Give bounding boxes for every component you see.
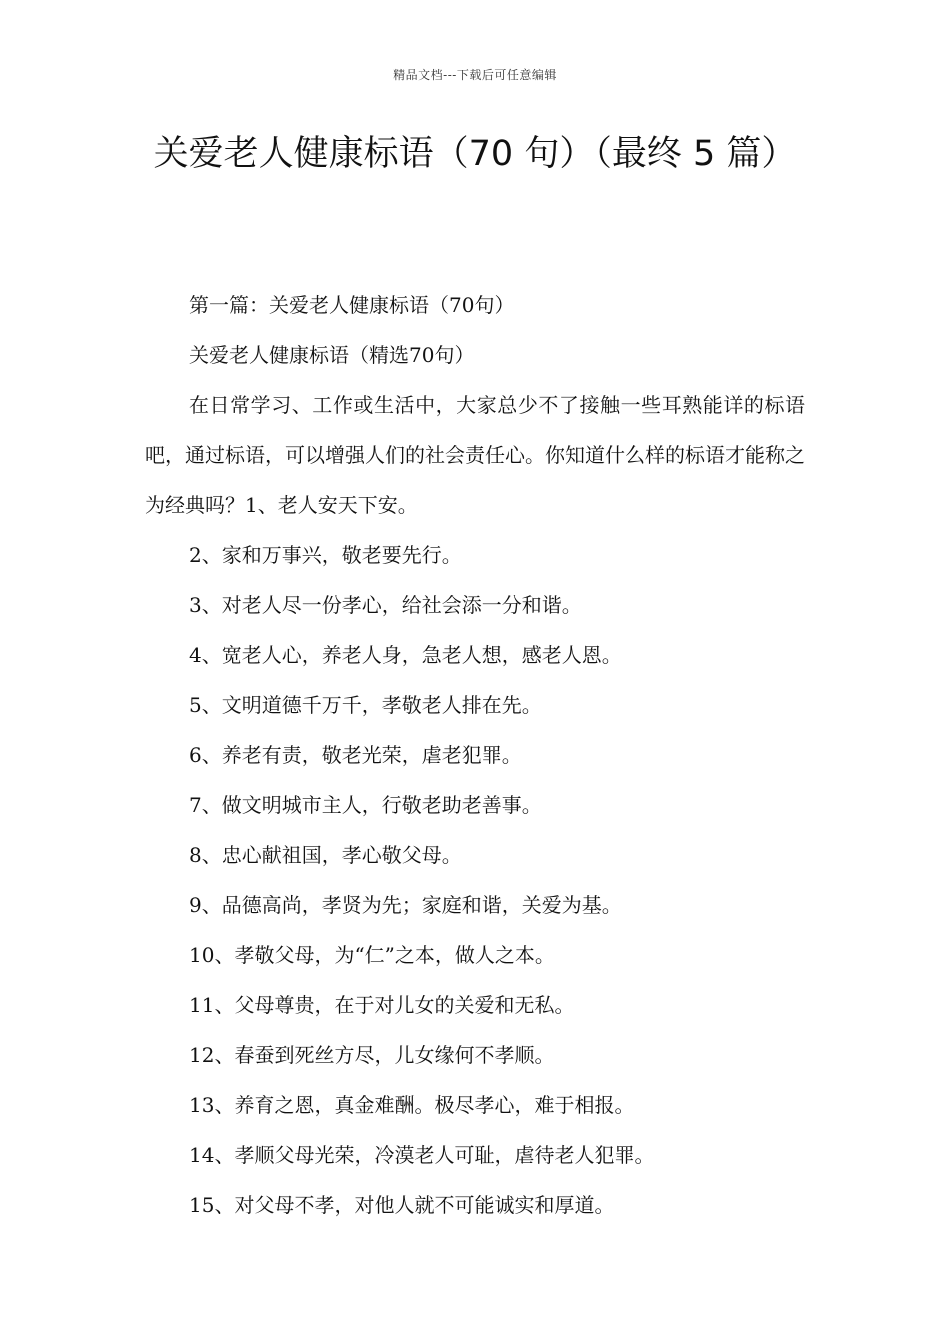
- slogan-item: 15、对父母不孝，对他人就不可能诚实和厚道。: [189, 1193, 615, 1217]
- slogan-item: 6、养老有责，敬老光荣，虐老犯罪。: [189, 743, 522, 767]
- paragraph-section-heading: 第一篇：关爱老人健康标语（70句）: [189, 293, 515, 317]
- header-note: 精品文档---下载后可任意编辑: [393, 68, 557, 82]
- slogan-item: 8、忠心献祖国，孝心敬父母。: [189, 843, 462, 867]
- slogan-item: 3、对老人尽一份孝心，给社会添一分和谐。: [189, 593, 582, 617]
- document-body: [145, 280, 805, 1230]
- slogan-item: 13、养育之恩，真金难酬。极尽孝心，难于相报。: [189, 1093, 635, 1117]
- slogan-item: 14、孝顺父母光荣，冷漠老人可耻，虐待老人犯罪。: [189, 1143, 655, 1167]
- slogan-item: 4、宽老人心，养老人身，急老人想，感老人恩。: [189, 643, 622, 667]
- slogan-item: 2、家和万事兴，敬老要先行。: [189, 543, 462, 567]
- slogan-item: 5、文明道德千万千，孝敬老人排在先。: [189, 693, 542, 717]
- slogan-item: 7、做文明城市主人，行敬老助老善事。: [189, 793, 542, 817]
- paragraph-intro: 在日常学习、工作或生活中，大家总少不了接触一些耳熟能详的标语吧，通过标语，可以增强人们的社会责任心。你知道什么样的标语才能称之为经典吗？1、老人安天下安。: [145, 393, 805, 517]
- slogan-item: 9、品德高尚，孝贤为先；家庭和谐，关爱为基。: [189, 893, 622, 917]
- paragraph-subtitle: 关爱老人健康标语（精选70句）: [189, 343, 475, 367]
- slogan-item: 11、父母尊贵，在于对儿女的关爱和无私。: [189, 993, 575, 1017]
- slogan-item: 12、春蚕到死丝方尽，儿女缘何不孝顺。: [189, 1043, 555, 1067]
- slogan-item: 10、孝敬父母，为“仁”之本，做人之本。: [189, 943, 555, 967]
- document-title: 关爱老人健康标语（70 句）（最终 5 篇）: [153, 134, 797, 174]
